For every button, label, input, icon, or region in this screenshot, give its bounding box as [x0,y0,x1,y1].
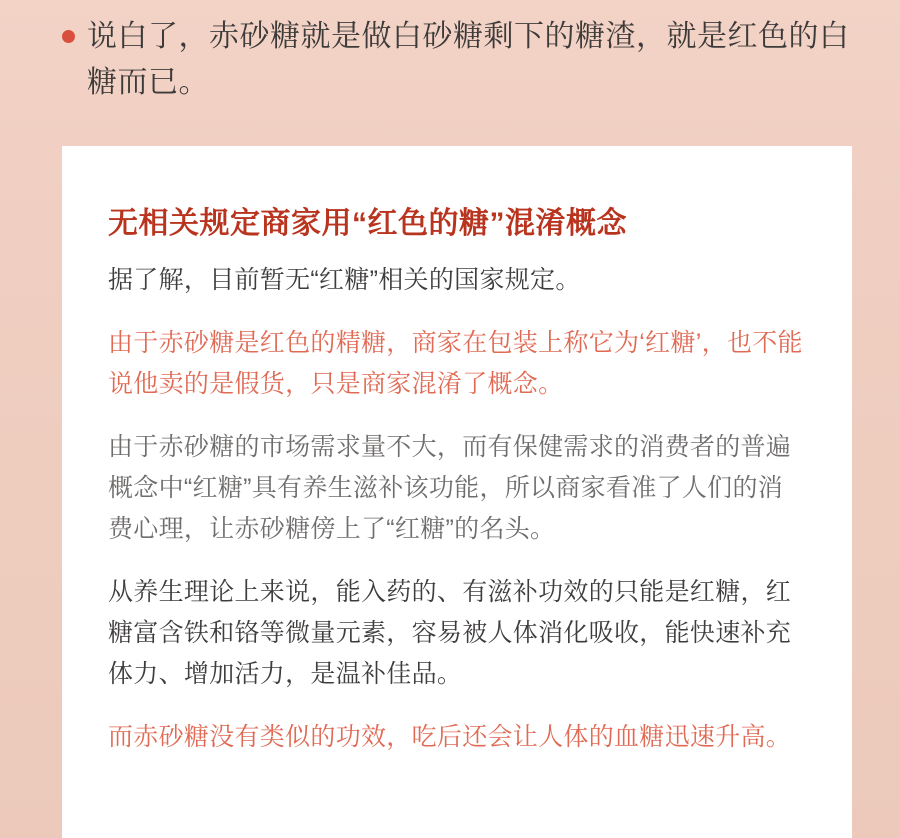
card-paragraph-1: 据了解，目前暂无“红糖”相关的国家规定。 [108,266,581,294]
content-card [62,146,852,838]
card-paragraph-3: 由于赤砂糖的市场需求量不大，而有保健需求的消费者的普遍概念中“红糖”具有养生滋补该功能，所以商家看准了人们的消费心理，让赤砂糖傍上了“红糖”的名头。 [108,433,792,543]
card-paragraph-4: 从养生理论上来说，能入药的、有滋补功效的只能是红糖，红糖富含铁和铬等微量元素，容易被人体消化吸收，能快速补充体力、增加活力，是温补佳品。 [108,578,792,688]
intro-bullet-text: 说白了，赤砂糖就是做白砂糖剩下的糖渣，就是红色的白糖而已。 [87,20,850,99]
card-paragraph-5: 而赤砂糖没有类似的功效，吃后还会让人体的血糖迅速升高。 [108,723,792,751]
card-title: 无相关规定商家用“红色的糖”混淆概念 [108,207,627,240]
card-paragraph-2: 由于赤砂糖是红色的精糖，商家在包装上称它为‘红糖’，也不能说他卖的是假货，只是商家混淆了概念。 [108,329,803,398]
intro-bullet-block [62,14,852,106]
bullet-dot-icon [62,30,75,43]
